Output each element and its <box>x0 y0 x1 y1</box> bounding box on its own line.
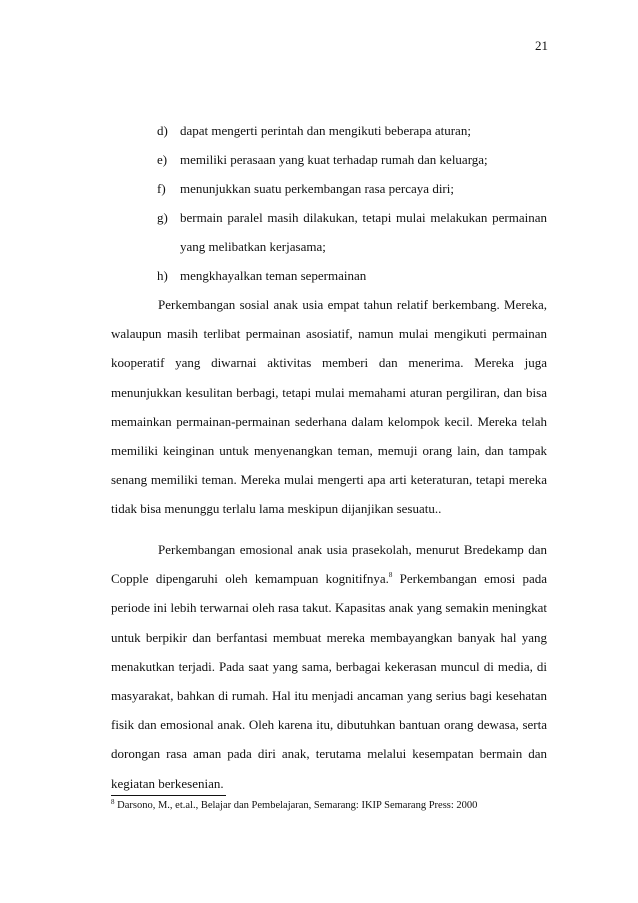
footnote-text: Darsono, M., et.al., Belajar dan Pembelajaran, Semarang: IKIP Semarang Press: 2000 <box>114 800 478 811</box>
paragraph-text: Perkembangan emosi pada periode ini lebih terwarnai oleh rasa takut. Kapasitas anak yang semakin meningkat untuk berpikir dan berfantasi membuat mereka membayangkan banyak hal yang menakutkan terjadi. Pada saat yang sama, berbagai kekerasan muncul di media, di masyarakat, bahkan di rumah. Hal itu menjadi ancaman yang serius bagi kesehatan fisik dan emosional anak. Oleh karena itu, dibutuhkan bantuan orang dewasa, serta dorongan rasa aman pada diri anak, terutama melalui kesempatan bermain dan kegiatan berkesenian. <box>111 571 548 791</box>
list-item-text-line: yang melibatkan kerjasama; <box>180 239 326 254</box>
paragraph-social-development: Perkembangan sosial anak usia empat tahun relatif berkembang. Mereka, walaupun masih terlibat permainan asosiatif, namun mulai mengikuti permainan kooperatif yang diwarnai aktivitas memberi dan menerima. Mereka juga menunjukkan kesulitan berbagi, tetapi mulai memahami aturan pergiliran, dan bisa memainkan permainan-permainan sederhana dalam kelompok kecil. Mereka telah memiliki keinginan untuk menyenangkan teman, memuji orang lain, dan tampak senang memiliki teman. Mereka mulai mengerti apa arti keteraturan, tetapi mereka tidak bisa menunggu terlalu lama meskipun dijanjikan sesuatu.. <box>111 297 547 517</box>
footnote-mark: 8 <box>111 798 115 806</box>
list-item-text <box>180 203 547 261</box>
footnote-divider <box>111 795 226 796</box>
paragraph-emotional-development <box>111 535 547 798</box>
list-marker: h) <box>157 268 168 283</box>
list-marker: g) <box>157 210 168 225</box>
footnote-reference: 8 <box>388 571 393 580</box>
list-marker: e) <box>157 152 168 167</box>
list-item <box>0 145 638 174</box>
list-item <box>0 174 638 203</box>
list-item-text: menunjukkan suatu perkembangan rasa percaya diri; <box>180 181 454 196</box>
criteria-list <box>0 116 638 290</box>
list-item-text-line: bermain paralel masih dilakukan, tetapi mulai melakukan permainan <box>180 210 547 225</box>
list-item-text: dapat mengerti perintah dan mengikuti beberapa aturan; <box>180 123 471 138</box>
list-item <box>0 203 638 261</box>
list-item <box>0 261 638 290</box>
list-marker: f) <box>157 181 166 196</box>
footnote <box>111 799 547 813</box>
list-item-text: memiliki perasaan yang kuat terhadap rumah dan keluarga; <box>180 152 488 167</box>
page-number: 21 <box>535 38 548 53</box>
paragraph-text: Perkembangan emosional anak usia prasekolah, menurut Bredekamp dan Copple dipengaruhi oleh kemampuan kognitifnya. <box>111 542 547 587</box>
list-item <box>0 116 638 145</box>
list-item-text: mengkhayalkan teman sepermainan <box>180 268 367 283</box>
list-marker: d) <box>157 123 168 138</box>
